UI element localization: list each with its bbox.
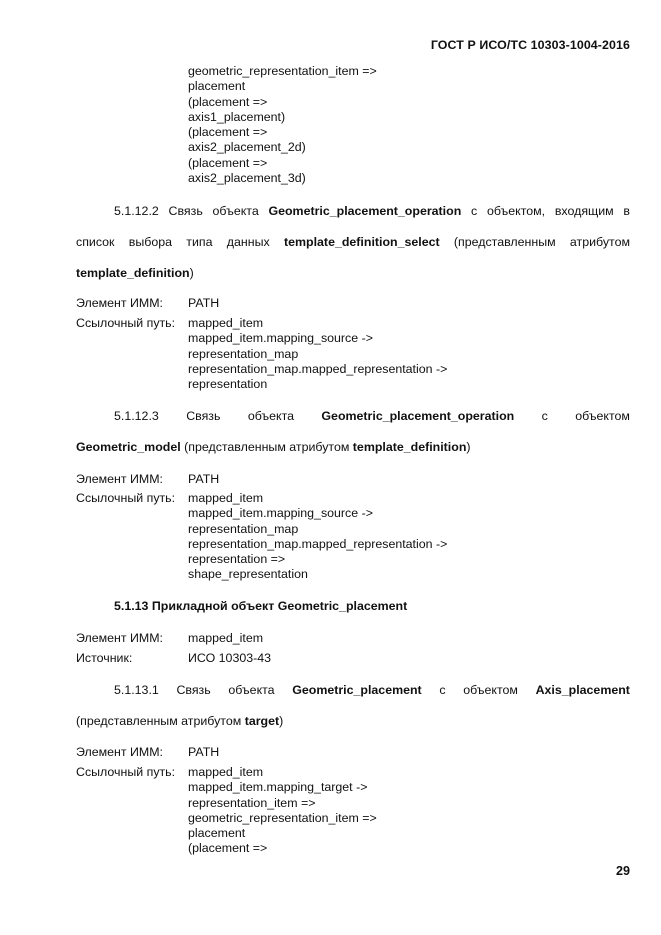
path-line: mapped_item (188, 491, 264, 505)
path-line: representation_map (188, 346, 299, 361)
mim-element-label: Элемент ИММ: (76, 631, 163, 645)
path-line: representation_map.mapped_representation -> (188, 536, 448, 551)
paragraph-line: список выбора типа данных template_definition_select (представленным атрибутом (76, 235, 630, 249)
paragraph-line: Geometric_model (представленным атрибутом template_definition) (76, 440, 471, 454)
mim-element-label: Элемент ИММ: (76, 745, 163, 759)
document-header: ГОСТ Р ИСО/ТС 10303-1004-2016 (430, 38, 630, 52)
path-line: mapped_item.mapping_source -> (188, 506, 373, 521)
mim-element-label: Элемент ИММ: (76, 296, 163, 310)
top-path-lines (188, 64, 377, 186)
path-line: mapped_item (188, 765, 264, 779)
reference-path-lines (188, 316, 447, 392)
mim-element-value: mapped_item (188, 631, 264, 645)
reference-path-lines (188, 491, 447, 583)
path-line: mapped_item.mapping_target -> (188, 780, 368, 795)
mim-element-value: PATH (188, 745, 220, 759)
path-line: representation (188, 377, 268, 392)
path-line: placement (188, 79, 246, 94)
path-line: (placement => (188, 125, 268, 140)
page-number: 29 (615, 864, 630, 878)
paragraph-line: 5.1.12.3 Связь объекта Geometric_placement_operation с объектом (114, 409, 630, 423)
mim-element-label: Элемент ИММ: (76, 472, 163, 486)
reference-path-label: Ссылочный путь: (76, 765, 176, 779)
paragraph-5-1-13-1 (76, 682, 630, 729)
mim-element-value: PATH (188, 296, 220, 310)
reference-path-lines (188, 765, 377, 857)
path-line: (placement => (188, 94, 268, 109)
path-line: placement (188, 826, 246, 841)
path-line: axis1_placement) (188, 109, 286, 124)
path-line: axis2_placement_2d) (188, 140, 306, 155)
mim-element-value: PATH (188, 472, 220, 486)
path-line: (placement => (188, 841, 268, 856)
path-line: axis2_placement_3d) (188, 171, 306, 186)
path-line: (placement => (188, 155, 268, 170)
path-line: representation_map.mapped_representation -> (188, 361, 448, 376)
path-line: representation_item => (188, 795, 316, 810)
paragraph-line: template_definition) (76, 266, 194, 280)
paragraph-5-1-12-3 (76, 408, 630, 455)
source-label: Источник: (76, 651, 133, 665)
path-line: mapped_item (188, 316, 264, 330)
paragraph-5-1-12-2 (76, 203, 630, 281)
reference-path-label: Ссылочный путь: (76, 491, 176, 505)
path-line: mapped_item.mapping_source -> (188, 331, 373, 346)
path-line: geometric_representation_item => (188, 810, 377, 825)
paragraph-line: 5.1.12.2 Связь объекта Geometric_placement_operation с объектом, входящим в (114, 204, 630, 218)
reference-path-label: Ссылочный путь: (76, 316, 176, 330)
path-line: geometric_representation_item => (188, 64, 377, 78)
paragraph-line: (представленным атрибутом target) (76, 714, 284, 728)
section-heading: 5.1.13 Прикладной объект Geometric_placement (114, 599, 408, 613)
paragraph-line: 5.1.13.1 Связь объекта Geometric_placement с объектом Axis_placement (114, 683, 630, 697)
path-line: representation_map (188, 521, 299, 536)
path-line: shape_representation (188, 567, 308, 582)
path-line: representation => (188, 552, 286, 567)
source-value: ИСО 10303-43 (188, 651, 272, 665)
